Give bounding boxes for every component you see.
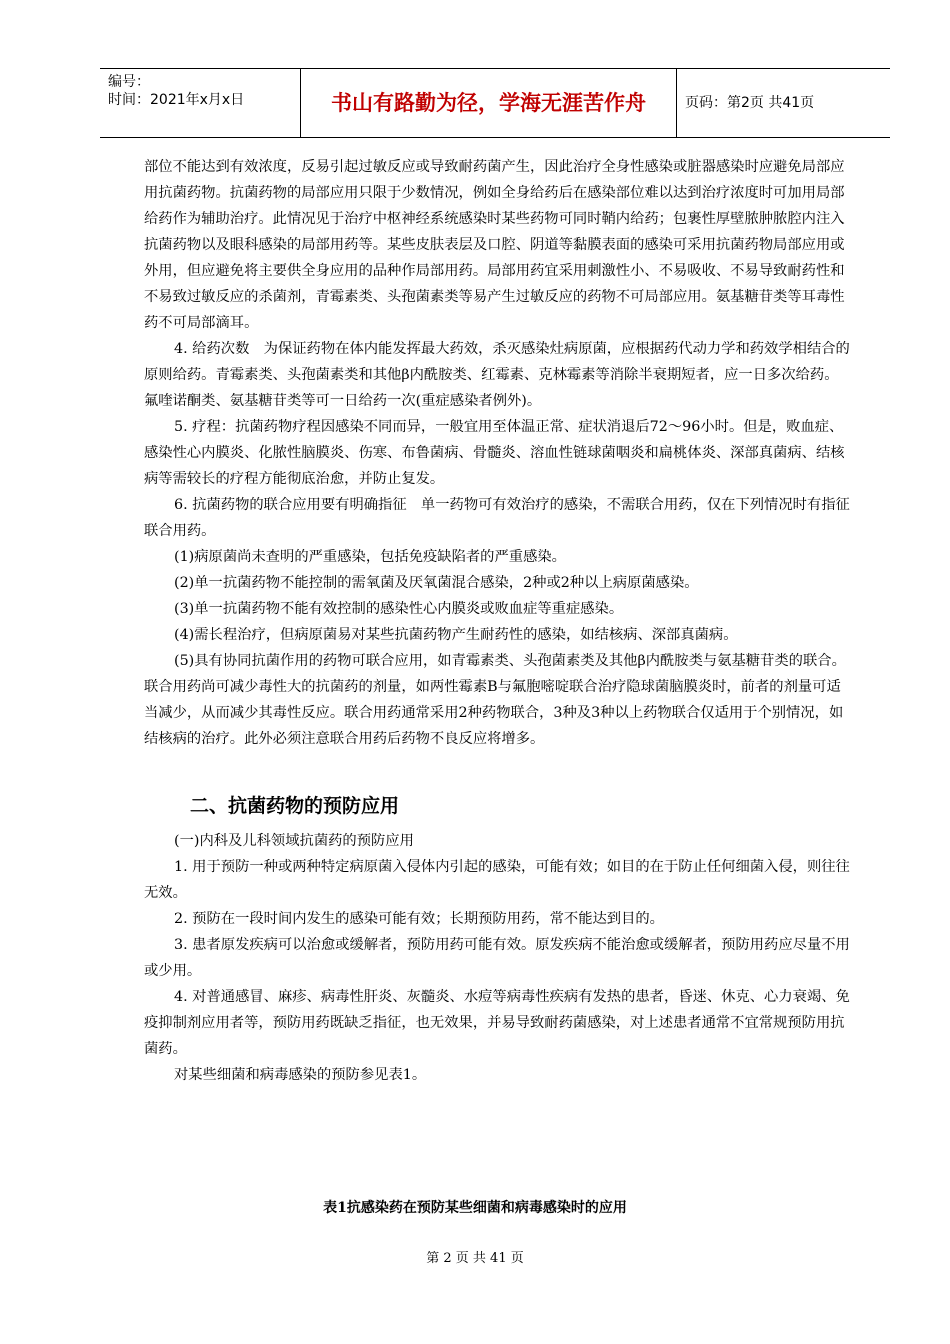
section-heading: 二、抗菌药物的预防应用 (190, 795, 400, 817)
list-item: (4)需长程治疗，但病原菌易对某些抗菌药物产生耐药性的感染，如结核病、深部真菌病。 (174, 627, 738, 643)
header-page-info: 页码：第2页 共41页 (685, 95, 815, 111)
list-item: (2)单一抗菌药物不能控制的需氧菌及厌氧菌混合感染，2种或2种以上病原菌感染。 (174, 575, 699, 591)
page-footer: 第 2 页 共 41 页 (426, 1251, 524, 1266)
paragraph: 4. 对普通感冒、麻疹、病毒性肝炎、灰髓炎、水痘等病毒性疾病有发热的患者，昏迷、休克、心力衰竭、免疫抑制剂应用者等，预防用药既缺乏指征，也无效果，并易导致耐药菌感染，对上述患者通常不宜常规预防用抗菌药。 (144, 989, 850, 1057)
paragraph: 部位不能达到有效浓度，反易引起过敏反应或导致耐药菌产生，因此治疗全身性感染或脏器感染时应避免局部应用抗菌药物。抗菌药物的局部应用只限于少数情况，例如全身给药后在感染部位难以达到治疗浓度时可加用局部给药作为辅助治疗。此情况见于治疗中枢神经系统感染时某些药物可同时鞘内给药；包裹性厚壁脓肿脓腔内注入抗菌药物以及眼科感染的局部用药等。某些皮肤表层及口腔、阴道等黏膜表面的感染可采用抗菌药物局部应用或外用，但应避免将主要供全身应用的品种作局部用药。局部用药宜采用刺激性小、不易吸收、不易导致耐药性和不易致过敏反应的杀菌剂，青霉素类、头孢菌素类等易产生过敏反应的药物不可局部应用。氨基糖苷类等耳毒性药不可局部滴耳。 (144, 159, 845, 331)
paragraph: 对某些细菌和病毒感染的预防参见表1。 (174, 1067, 427, 1083)
subsection-heading: (一)内科及儿科领域抗菌药的预防应用 (174, 833, 414, 849)
paragraph: 6. 抗菌药物的联合应用要有明确指征 单一药物可有效治疗的感染，不需联合用药，仅在下列情况时有指征联合用药。 (144, 497, 850, 539)
document-number-label: 编号： (108, 74, 150, 90)
table-caption: 表1抗感染药在预防某些细菌和病毒感染时的应用 (323, 1200, 627, 1216)
list-item: (3)单一抗菌药物不能有效控制的感染性心内膜炎或败血症等重症感染。 (174, 601, 624, 617)
header-meta-cell (100, 69, 301, 137)
header-motto: 书山有路勤为径，学海无涯苦作舟 (301, 69, 677, 137)
document-body (144, 154, 850, 1088)
document-time-label: 时间：2021年x月x日 (108, 92, 245, 108)
paragraph: 2. 预防在一段时间内发生的感染可能有效；长期预防用药，常不能达到目的。 (174, 911, 664, 927)
list-item: (1)病原菌尚未查明的严重感染，包括免疫缺陷者的严重感染。 (174, 549, 566, 565)
list-item: (5)具有协同抗菌作用的药物可联合应用，如青霉素类、头孢菌素类及其他β内酰胺类与氨基糖苷类的联合。联合用药尚可减少毒性大的抗菌药的剂量，如两性霉素B与氟胞嘧啶联合治疗隐球菌脑膜炎时，前者的剂量可适当减少，从而减少其毒性反应。联合用药通常采用2种药物联合，3种及3种以上药物联合仅适用于个别情况，如结核病的治疗。此外必须注意联合用药后药物不良反应将增多。 (144, 653, 846, 747)
paragraph: 5. 疗程：抗菌药物疗程因感染不同而异，一般宜用至体温正常、症状消退后72～96小时。但是，败血症、感染性心内膜炎、化脓性脑膜炎、伤寒、布鲁菌病、骨髓炎、溶血性链球菌咽炎和扁桃体炎、深部真菌病、结核病等需较长的疗程方能彻底治愈，并防止复发。 (144, 419, 845, 487)
paragraph: 3. 患者原发疾病可以治愈或缓解者，预防用药可能有效。原发疾病不能治愈或缓解者，预防用药应尽量不用或少用。 (144, 937, 850, 979)
paragraph: 1. 用于预防一种或两种特定病原菌入侵体内引起的感染，可能有效；如目的在于防止任何细菌入侵，则往往无效。 (144, 859, 850, 901)
paragraph: 4. 给药次数 为保证药物在体内能发挥最大药效，杀灭感染灶病原菌，应根据药代动力学和药效学相结合的原则给药。青霉素类、头孢菌素类和其他β内酰胺类、红霉素、克林霉素等消除半衰期短者，应一日多次给药。氟喹诺酮类、氨基糖苷类等可一日给药一次(重症感染者例外)。 (144, 341, 850, 409)
page-header (100, 68, 890, 138)
